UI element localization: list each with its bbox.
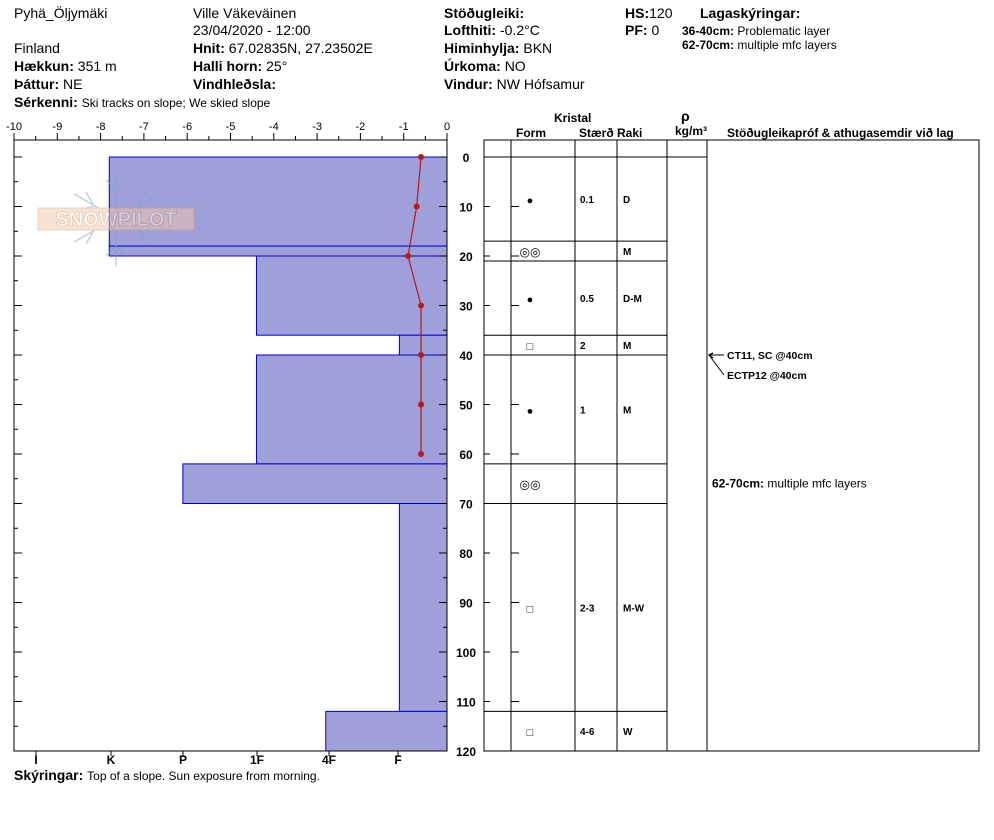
aspect-label: Þáttur: <box>14 76 60 92</box>
hs-value: 120 <box>649 5 673 21</box>
depth-label: 60 <box>459 448 473 462</box>
table-border <box>484 140 979 751</box>
layer-comment <box>712 477 867 491</box>
grain-size: 1 <box>580 405 586 417</box>
hs-label: HS: <box>625 5 650 21</box>
top-axis-label: -5 <box>225 121 236 133</box>
top-axis-label: -10 <box>6 121 22 133</box>
top-axis-label: -7 <box>139 121 149 133</box>
layers-title: Lagaskýringar: <box>700 5 801 21</box>
depth-label: 110 <box>456 695 476 710</box>
wetness-value: D-M <box>623 294 642 306</box>
wetness-value: M <box>623 341 632 353</box>
wind-label: Vindur: <box>444 76 493 92</box>
wind-loading-label: Vindhleðsla: <box>193 76 276 92</box>
grain-size: 0.5 <box>580 294 594 306</box>
grain-form-icon: □ <box>526 603 534 616</box>
kristal-header: Kristal <box>554 111 592 125</box>
coords-label: Hnit: <box>193 40 225 56</box>
layer-note-text: Problematic layer <box>737 24 831 38</box>
hardness-axis-label: P <box>178 753 188 767</box>
coords-value: 67.02835N, 27.23502E <box>228 40 373 56</box>
grain-form-icon: ● <box>526 195 534 208</box>
wetness-value: M-W <box>623 603 645 615</box>
stability-test-arrow <box>709 355 724 375</box>
top-axis-label: -8 <box>95 121 106 133</box>
depth-label: 10 <box>459 200 473 215</box>
grain-form-icon: □ <box>526 341 534 354</box>
depth-label: 30 <box>459 299 473 314</box>
layer-comment-text: multiple mfc layers <box>767 476 867 491</box>
top-axis-label: -4 <box>268 121 279 133</box>
grain-size: 4-6 <box>580 727 595 739</box>
features-value: Ski tracks on slope; We skied slope <box>81 96 271 110</box>
grain-size: 2-3 <box>580 603 595 615</box>
hardness-bar <box>399 504 447 712</box>
depth-label: 120 <box>455 745 477 759</box>
wetness-value: M <box>623 247 632 259</box>
hardness-axis-label: I <box>34 753 38 767</box>
size-header: Stærð <box>579 126 614 140</box>
top-axis-label: -6 <box>182 121 193 133</box>
hardness-axis-label: 4F <box>321 753 337 767</box>
top-axis-label: -1 <box>398 121 409 133</box>
hardness-bar <box>256 355 447 464</box>
hardness-axis-label: F <box>394 753 402 767</box>
sky-value: BKN <box>523 40 553 56</box>
hardness-bar <box>109 157 447 246</box>
precip-value: NO <box>504 58 526 74</box>
layer-note-text: multiple mfc layers <box>737 38 837 52</box>
hardness-axis-label: 1F <box>249 753 265 767</box>
aspect-value: NE <box>63 76 83 92</box>
top-axis-label: -3 <box>312 121 322 133</box>
depth-label: 20 <box>459 250 473 264</box>
top-axis-label: 0 <box>443 121 451 133</box>
location-name: Pyhä_Öljymäki <box>14 5 108 21</box>
layer-comment-range: 62-70cm: <box>712 476 768 491</box>
grain-size: 0.1 <box>580 195 594 207</box>
stability-test-text: CT11, SC @40cm <box>727 350 813 362</box>
temperature-point <box>418 402 424 408</box>
grain-form-icon: □ <box>526 727 534 740</box>
depth-label: 50 <box>459 398 473 413</box>
layer-note-range: 36-40cm: <box>682 24 735 38</box>
hardness-bar <box>109 246 447 256</box>
footer-label: Skýringar: <box>14 767 84 783</box>
depth-label: 70 <box>459 497 473 512</box>
stability-test-text: ECTP12 @40cm <box>727 370 807 382</box>
hardness-axis-label: K <box>106 753 116 767</box>
layer-note-range: 62-70cm: <box>682 38 735 52</box>
elevation-value: 351 m <box>77 58 117 74</box>
air-temp-label: Lofthiti: <box>444 22 497 38</box>
stability-label: Stöðugleiki: <box>444 5 525 21</box>
depth-label: 0 <box>462 151 470 165</box>
grain-form-icon: ● <box>526 405 534 418</box>
features-label: Sérkenni: <box>14 94 78 110</box>
elevation-label: Hækkun: <box>14 58 74 74</box>
temperature-point <box>418 451 424 457</box>
top-axis-label: -2 <box>355 121 366 133</box>
hardness-bar <box>183 464 447 504</box>
footer-text: Top of a slope. Sun exposure from morning. <box>87 769 320 783</box>
wetness-value: W <box>623 727 633 739</box>
wetness-value: M <box>623 405 632 417</box>
comments-header: Stöðugleikapróf & athugasemdir við lag <box>727 126 954 140</box>
density-unit-header: kg/m³ <box>675 124 708 138</box>
sky-label: Himinhylja: <box>444 40 520 56</box>
country-name: Finland <box>14 40 60 56</box>
slope-label: Halli horn: <box>193 58 263 74</box>
grain-size: 2 <box>580 341 586 353</box>
observation-datetime: 23/04/2020 - 12:00 <box>193 22 311 38</box>
slope-value: 25° <box>266 58 288 74</box>
hardness-bar <box>326 711 447 751</box>
temperature-point <box>405 253 411 259</box>
observer-name: Ville Väkeväinen <box>193 5 297 21</box>
hardness-bar <box>399 335 447 355</box>
hardness-bars <box>109 157 447 751</box>
grain-form-icon: ◎◎ <box>519 477 541 492</box>
wetness-value: D <box>623 195 631 207</box>
precip-label: Úrkoma: <box>444 58 501 74</box>
depth-label: 80 <box>459 547 473 561</box>
temperature-point <box>418 303 424 309</box>
top-axis-label: -9 <box>52 121 63 133</box>
wind-value: NW Hófsamur <box>496 76 585 92</box>
temperature-point <box>418 352 424 358</box>
form-header: Form <box>516 126 546 140</box>
wetness-header: Raki <box>617 126 643 140</box>
depth-label: 100 <box>455 646 477 660</box>
temperature-point <box>414 204 420 210</box>
rho-header: ρ <box>681 108 690 124</box>
temperature-point <box>418 154 424 160</box>
grain-form-icon: ● <box>526 294 534 307</box>
grain-form-icon: ◎◎ <box>519 245 541 260</box>
layers-table <box>484 140 979 751</box>
pf-label: PF: <box>625 22 648 38</box>
watermark-text: SNOWPILOT <box>55 209 177 231</box>
pf-value: 0 <box>651 22 660 38</box>
air-temp-value: -0.2°C <box>499 22 540 38</box>
depth-label: 40 <box>459 349 473 363</box>
depth-label: 90 <box>459 596 473 611</box>
